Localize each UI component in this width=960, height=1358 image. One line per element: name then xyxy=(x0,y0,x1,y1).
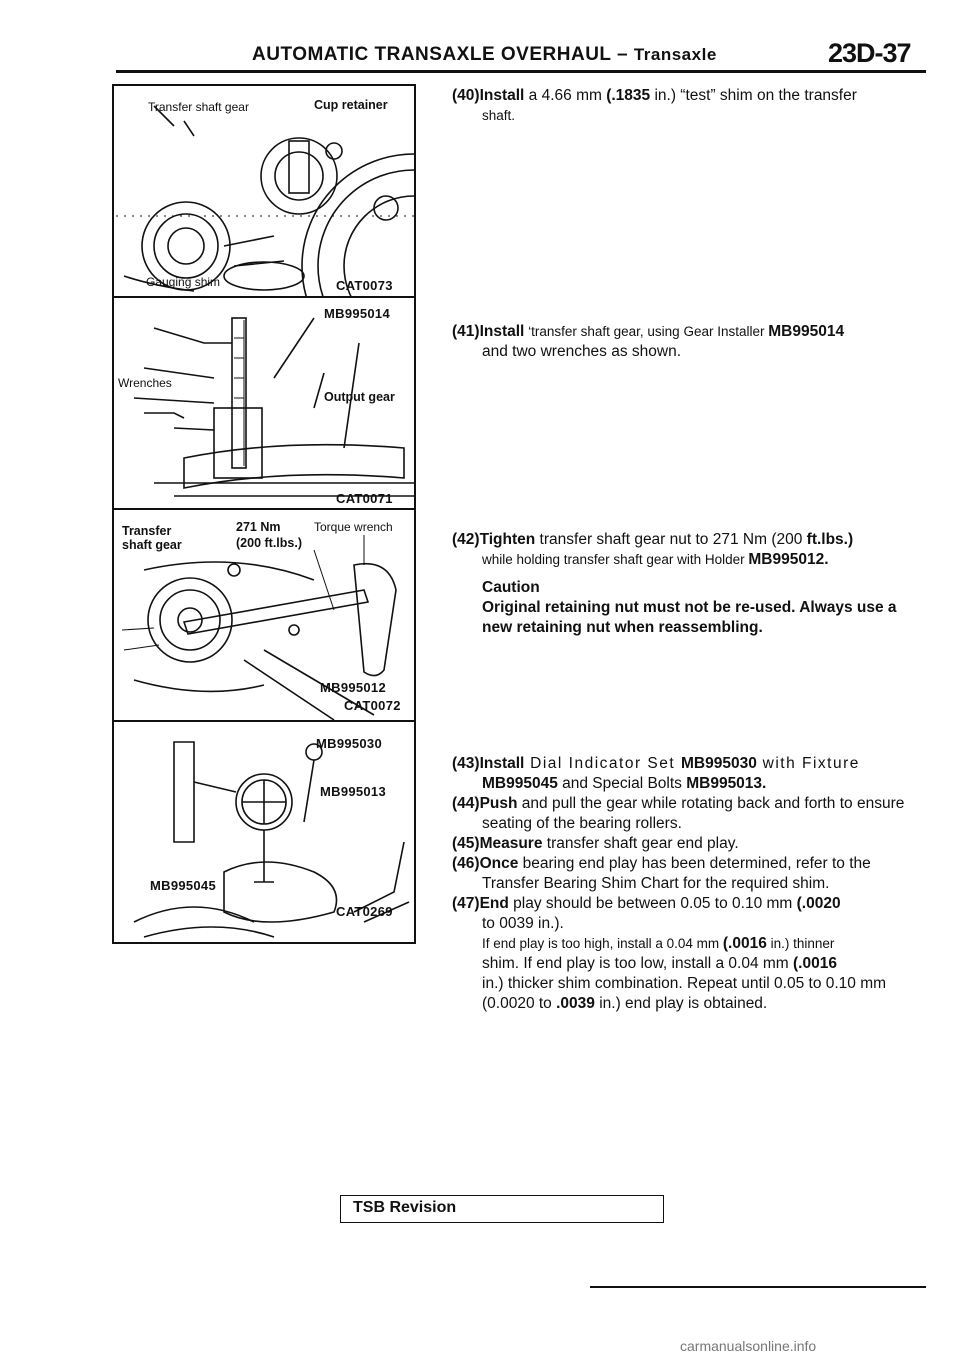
step-tool-code: MB995045 xyxy=(482,775,558,792)
figure-label: MB995014 xyxy=(324,306,390,321)
figure-cat0269 xyxy=(112,720,416,944)
step-number: (45)Measure xyxy=(452,835,543,852)
step-tool-code: MB995014 xyxy=(768,323,845,340)
procedure-text xyxy=(452,86,926,1014)
caution-text: Original retaining nut must not be re-used. Always use a new retaining nut when reassembling. xyxy=(482,599,897,636)
caution-title: Caution xyxy=(482,579,540,596)
step-44 xyxy=(452,794,926,834)
watermark: carmanualsonline.info xyxy=(680,1338,817,1354)
figure-code: CAT0072 xyxy=(344,698,401,713)
figure-label: Torque wrench xyxy=(314,520,393,534)
manual-subsection: Transaxle xyxy=(633,45,717,64)
figure-label: Transfer shaft gear xyxy=(148,100,249,114)
figure-code: CAT0073 xyxy=(336,278,393,293)
step-value: (.0020 xyxy=(796,895,841,912)
step-value: (.0016 xyxy=(722,935,767,952)
step-text: Dial Indicator Set xyxy=(524,755,682,772)
tsb-revision-box xyxy=(340,1195,664,1223)
figure-label: MB995045 xyxy=(150,878,216,893)
step-number: (47)End xyxy=(452,895,509,912)
step-text: ‘transfer shaft gear, using Gear Installer xyxy=(524,324,769,339)
step-text: to 0039 in.). xyxy=(482,915,564,932)
header-rule xyxy=(116,70,926,73)
step-text: shim. If end play is too low, install a 0.04 mm xyxy=(482,955,793,972)
step-number: (43)Install xyxy=(452,755,525,772)
step-text: transfer shaft gear nut to 271 Nm (200 xyxy=(535,531,807,548)
figure-cat0072 xyxy=(112,508,416,720)
step-43 xyxy=(452,754,926,794)
figure-cat0071 xyxy=(112,296,416,508)
step-text: and Special Bolts xyxy=(557,775,687,792)
figure-label: Cup retainer xyxy=(314,98,388,112)
step-text: a 4.66 mm xyxy=(524,87,607,104)
page-title xyxy=(252,44,717,66)
step-text: in.) “test” shim on the transfer xyxy=(650,87,857,104)
step-text: If end play is too high, install a 0.04 mm xyxy=(482,936,723,951)
figure-label: MB995013 xyxy=(320,784,386,799)
step-text: in.) thinner xyxy=(766,936,835,951)
step-tool-code: MB995013. xyxy=(686,775,767,792)
step-tool-code: MB995012. xyxy=(748,551,829,568)
step-tool-code: MB995030 xyxy=(681,755,757,772)
figure-column xyxy=(112,84,416,944)
step-text: shaft. xyxy=(482,108,516,123)
step-number: (42)Tighten xyxy=(452,531,536,548)
step-text: while holding transfer shaft gear with Holder xyxy=(482,552,749,567)
step-40 xyxy=(452,86,926,126)
step-42 xyxy=(452,530,926,570)
step-number: (46)Once xyxy=(452,855,519,872)
step-46 xyxy=(452,854,926,894)
figure-label: MB995030 xyxy=(316,736,382,751)
step-value: (.0016 xyxy=(793,955,837,972)
figure-label: Wrenches xyxy=(118,376,172,390)
step-text: and two wrenches as shown. xyxy=(482,343,682,360)
step-45 xyxy=(452,834,926,854)
figure-label: MB995012 xyxy=(320,680,386,695)
title-dash: – xyxy=(616,44,629,65)
figure-label: Output gear xyxy=(324,390,395,404)
step-41 xyxy=(452,322,926,362)
page-number: 23D-37 xyxy=(828,38,911,68)
step-text: play should be between 0.05 to 0.10 mm xyxy=(508,895,797,912)
figure-cat0073 xyxy=(112,84,416,296)
step-number: (44)Push xyxy=(452,795,518,812)
figure-label: Gauging shim xyxy=(146,275,221,289)
caution-note xyxy=(452,578,926,638)
figure-label: Transfer shaft gear xyxy=(122,524,182,552)
step-text: bearing end play has been determined, refer to the Transfer Bearing Shim Chart for the required shim. xyxy=(482,855,871,892)
footer-rule xyxy=(590,1286,926,1288)
step-text: transfer shaft gear end play. xyxy=(542,835,739,852)
step-value: (.1835 xyxy=(606,87,651,104)
step-47 xyxy=(452,894,926,1014)
figure-code: CAT0269 xyxy=(336,904,393,919)
figure-label: 271 Nm xyxy=(236,520,281,534)
figure-label: (200 ft.lbs.) xyxy=(236,536,302,550)
tsb-revision-label: TSB Revision xyxy=(353,1199,457,1216)
manual-section-title: AUTOMATIC TRANSAXLE OVERHAUL xyxy=(252,44,612,65)
step-text: in.) thicker shim combination. Repeat until 0.05 to 0.10 mm (0.0020 to xyxy=(482,975,887,1012)
step-text: in.) end play is obtained. xyxy=(594,995,768,1012)
step-number: (41)Install xyxy=(452,323,525,340)
step-value: .0039 xyxy=(556,995,595,1012)
illustration-transfer-shaft xyxy=(114,86,416,296)
figure-code: CAT0071 xyxy=(336,491,393,506)
step-text: with Fixture xyxy=(756,755,860,772)
step-number: (40)Install xyxy=(452,87,525,104)
step-text: and pull the gear while rotating back and forth to ensure seating of the bearing rollers. xyxy=(482,795,905,832)
step-value: ft.lbs.) xyxy=(806,531,854,548)
